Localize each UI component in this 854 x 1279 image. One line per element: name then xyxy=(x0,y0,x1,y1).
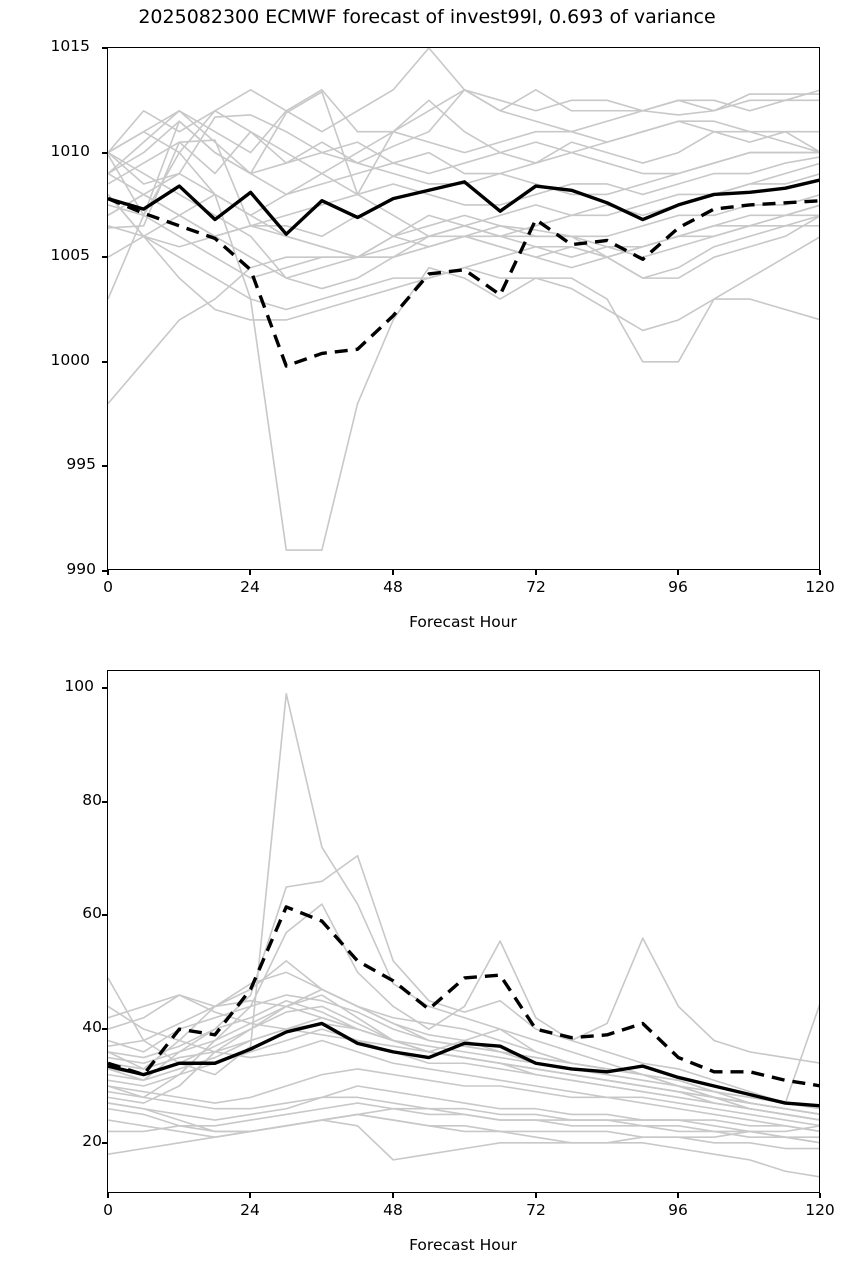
wind-ytick-mark-100 xyxy=(102,687,107,689)
pressure-xtick-label-24: 24 xyxy=(240,578,260,596)
pressure-ytick-mark-1005 xyxy=(102,256,107,258)
wind-xtick-mark-120 xyxy=(819,1193,821,1198)
chart-series-path xyxy=(108,226,820,257)
pressure-ytick-mark-990 xyxy=(102,570,107,572)
wind-xtick-mark-96 xyxy=(677,1193,679,1198)
wind-xtick-label-24: 24 xyxy=(240,1201,260,1219)
pressure-xtick-mark-120 xyxy=(819,570,821,575)
chart-series-path xyxy=(108,907,820,1086)
wind-xtick-mark-72 xyxy=(535,1193,537,1198)
wind-ytick-mark-60 xyxy=(102,914,107,916)
pressure-xtick-mark-96 xyxy=(677,570,679,575)
pressure-xtick-label-96: 96 xyxy=(668,578,688,596)
chart-series-path xyxy=(108,1023,820,1114)
pressure-xtick-label-48: 48 xyxy=(383,578,403,596)
pressure-ytick-label-1015: 1015 xyxy=(50,37,90,55)
pressure-xtick-mark-48 xyxy=(392,570,394,575)
wind-xtick-mark-24 xyxy=(249,1193,251,1198)
chart-series-path xyxy=(108,153,820,279)
chart-series-path xyxy=(108,1006,820,1125)
chart-series-path xyxy=(108,90,820,184)
chart-series-path xyxy=(108,157,820,237)
pressure-plot-area xyxy=(107,47,820,570)
pressure-ytick-label-995: 995 xyxy=(66,455,96,473)
chart-series-path xyxy=(108,961,820,1103)
pressure-ytick-mark-1015 xyxy=(102,47,107,49)
pressure-xtick-mark-24 xyxy=(249,570,251,575)
wind-xtick-label-48: 48 xyxy=(383,1201,403,1219)
wind-ytick-mark-40 xyxy=(102,1028,107,1030)
chart-series-path xyxy=(108,194,820,309)
pressure-ytick-mark-1010 xyxy=(102,152,107,154)
pressure-xtick-label-120: 120 xyxy=(805,578,835,596)
wind-xlabel: Forecast Hour xyxy=(409,1236,517,1254)
figure-title: 2025082300 ECMWF forecast of invest99l, 0.693 of variance xyxy=(138,6,716,28)
wind-ytick-label-20: 20 xyxy=(82,1132,102,1150)
pressure-xtick-label-0: 0 xyxy=(103,578,113,596)
pressure-xtick-mark-0 xyxy=(107,570,109,575)
chart-series-path xyxy=(108,1069,820,1132)
pressure-xtick-label-72: 72 xyxy=(526,578,546,596)
pressure-ytick-mark-1000 xyxy=(102,361,107,363)
pressure-ytick-label-990: 990 xyxy=(66,560,96,578)
wind-ytick-mark-20 xyxy=(102,1142,107,1144)
wind-xtick-label-0: 0 xyxy=(103,1201,113,1219)
wind-xtick-label-120: 120 xyxy=(805,1201,835,1219)
chart-series-path xyxy=(108,1114,820,1177)
wind-xtick-mark-48 xyxy=(392,1193,394,1198)
wind-xtick-mark-0 xyxy=(107,1193,109,1198)
wind-xtick-label-72: 72 xyxy=(526,1201,546,1219)
wind-ytick-label-40: 40 xyxy=(82,1018,102,1036)
chart-series-path xyxy=(108,1103,820,1131)
wind-xtick-label-96: 96 xyxy=(668,1201,688,1219)
wind-ytick-label-100: 100 xyxy=(64,677,94,695)
pressure-ytick-label-1010: 1010 xyxy=(50,142,90,160)
wind-ytick-mark-80 xyxy=(102,801,107,803)
chart-series-path xyxy=(108,174,820,289)
pressure-ytick-mark-995 xyxy=(102,465,107,467)
wind-lines xyxy=(108,671,820,1193)
chart-series-path xyxy=(108,153,820,550)
pressure-lines xyxy=(108,48,820,570)
pressure-xlabel: Forecast Hour xyxy=(409,613,517,631)
wind-ytick-label-80: 80 xyxy=(82,791,102,809)
chart-series-path xyxy=(108,199,820,366)
wind-plot-area xyxy=(107,670,820,1193)
wind-ytick-label-60: 60 xyxy=(82,904,102,922)
pressure-xtick-mark-72 xyxy=(535,570,537,575)
pressure-ytick-label-1005: 1005 xyxy=(50,246,90,264)
pressure-ytick-label-1000: 1000 xyxy=(50,351,90,369)
